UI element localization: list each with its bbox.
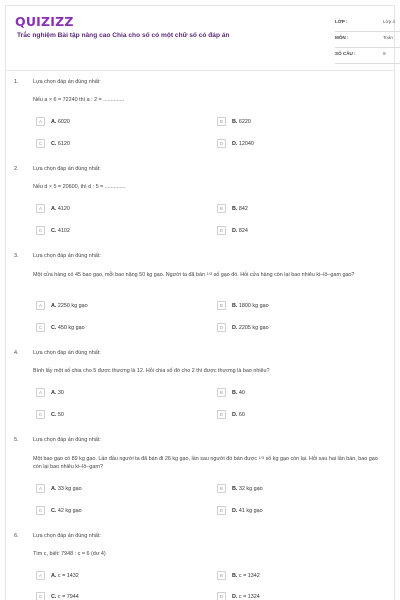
question-prompt: Lựa chọn đáp án đúng nhất: [33, 533, 101, 539]
option-label [51, 486, 82, 492]
question-number: 2. [14, 166, 19, 172]
option-label [51, 141, 70, 147]
option-letter: D. [232, 507, 238, 514]
option-label [232, 412, 245, 418]
option-letter: B. [232, 572, 238, 579]
question-text-part: Một cửa hàng có 45 bao gạo, mỗi bao nặng 50 kg gạo. Người ta đã bán [33, 272, 205, 278]
option-label [232, 206, 248, 212]
option-text: 4102 [57, 227, 70, 234]
option-letter: A. [51, 485, 57, 492]
option-box: A [36, 117, 45, 126]
option-box: D [217, 226, 226, 235]
fraction: 1/3 [258, 455, 265, 460]
option-label [51, 228, 70, 234]
meta-row-count [335, 48, 400, 64]
question-number: 4. [14, 350, 19, 356]
question-number: 1. [14, 79, 19, 85]
question-text: Bình lấy một số chia cho 5 được thương là 12. Hỏi chia số đó cho 2 thì được thương là bao nhiêu? [33, 368, 270, 374]
option-text: 40 [238, 389, 245, 396]
option-box: A [36, 301, 45, 310]
option-box: A [36, 204, 45, 213]
question-number: 3. [14, 253, 19, 259]
meta-label: MÔN : [335, 35, 349, 40]
question-text: Tìm c, biết: 7948 : c = 6 (dư 4) [33, 551, 106, 557]
option-box: D [217, 592, 226, 600]
option-label [51, 508, 82, 514]
option-label [51, 390, 64, 396]
option-letter: A. [51, 572, 57, 579]
meta-row-subject [335, 32, 400, 48]
option-box: D [217, 410, 226, 419]
option-label [51, 206, 70, 212]
meta-row-grade [335, 16, 400, 32]
option-text: 32 kg gạo [238, 485, 263, 492]
meta-label: LỚP : [335, 19, 348, 24]
option-text: c = 1432 [57, 572, 79, 579]
question-text-part: Một bao gạo có 89 kg gạo. Lần đầu người ta đã bán đi 26 kg gạo, lần sau người đó bán được [33, 456, 258, 462]
option-letter: D. [232, 324, 238, 331]
option-label [51, 119, 70, 125]
option-text: 1800 kg gạo [238, 302, 269, 309]
option-letter: C. [51, 140, 57, 147]
option-box: A [36, 388, 45, 397]
question-text-part: số kg gạo còn lại. Hỏi sau hai lần bán, bao gạo còn lại bao nhiêu ki–lô–gam? [33, 456, 378, 471]
option-text: 842 [238, 205, 248, 212]
option-text: 6220 [238, 118, 251, 125]
option-text: 4120 [57, 205, 70, 212]
question-text: Nếu d × 5 = 20600, thì d : 5 = .............. [33, 184, 126, 190]
option-text: 6020 [57, 118, 70, 125]
option-letter: C. [51, 227, 57, 234]
option-letter: A. [51, 302, 57, 309]
option-letter: B. [232, 205, 238, 212]
option-letter: B. [232, 118, 238, 125]
question-prompt: Lựa chọn đáp án đúng nhất: [33, 79, 101, 85]
option-box: B [217, 117, 226, 126]
worksheet-header [15, 14, 395, 66]
option-text: 50 [57, 411, 64, 418]
option-label [232, 508, 263, 514]
option-label [232, 119, 251, 125]
option-text: 41 kg gạo [238, 507, 263, 514]
meta-value: 9 [383, 51, 386, 56]
option-text: 42 kg gạo [57, 507, 82, 514]
fraction: 1/3 [206, 271, 213, 276]
option-box: C [36, 592, 45, 600]
option-text: c = 7944 [57, 593, 79, 600]
option-letter: B. [232, 302, 238, 309]
meta-value: Toán [383, 35, 393, 40]
option-text: c = 1324 [238, 593, 260, 600]
option-box: B [217, 301, 226, 310]
question-number: 5. [14, 437, 19, 443]
option-text: c = 1342 [238, 572, 260, 579]
option-text: 12040 [238, 140, 254, 147]
worksheet-meta [335, 16, 400, 64]
option-label [232, 228, 248, 234]
question-text-part: số gạo đó. Hỏi cửa hàng còn lại bao nhiêu ki–lô–gam gạo? [213, 272, 355, 278]
question-text: Nếu a × 6 = 72240 thì a : 2 = .............. [33, 97, 125, 103]
question-prompt: Lựa chọn đáp án đúng nhất: [33, 350, 101, 356]
option-label [232, 141, 254, 147]
option-box: D [217, 506, 226, 515]
option-letter: C. [51, 593, 57, 600]
option-letter: D. [232, 593, 238, 600]
option-letter: A. [51, 205, 57, 212]
option-text: 824 [238, 227, 248, 234]
option-box: B [217, 571, 226, 580]
option-letter: B. [232, 485, 238, 492]
option-box: B [217, 388, 226, 397]
option-text: 33 kg gạo [57, 485, 82, 492]
option-letter: D. [232, 227, 238, 234]
option-letter: D. [232, 140, 238, 147]
option-label [232, 325, 269, 331]
question-prompt: Lựa chọn đáp án đúng nhất: [33, 166, 101, 172]
question-number: 6. [14, 533, 19, 539]
option-box: A [36, 571, 45, 580]
worksheet-title: Trắc nghiệm Bài tập nâng cao Chia cho số có một chữ số có đáp án [17, 32, 230, 39]
option-label [232, 594, 260, 600]
option-label [51, 325, 85, 331]
option-label [232, 486, 263, 492]
option-label [51, 412, 64, 418]
option-box: D [217, 323, 226, 332]
header-divider [5, 70, 395, 71]
option-box: B [217, 204, 226, 213]
question-prompt: Lựa chọn đáp án đúng nhất: [33, 253, 101, 259]
option-label [232, 573, 260, 579]
option-text: 2205 kg gạo [238, 324, 269, 331]
option-box: C [36, 226, 45, 235]
option-box: C [36, 410, 45, 419]
option-letter: B. [232, 389, 238, 396]
option-letter: C. [51, 507, 57, 514]
option-box: C [36, 323, 45, 332]
option-letter: A. [51, 118, 57, 125]
question-prompt: Lựa chọn đáp án đúng nhất: [33, 437, 101, 443]
option-box: B [217, 484, 226, 493]
option-letter: A. [51, 389, 57, 396]
option-label [51, 594, 79, 600]
option-box: D [217, 139, 226, 148]
option-box: A [36, 484, 45, 493]
option-letter: C. [51, 411, 57, 418]
option-box: C [36, 506, 45, 515]
meta-value: Lớp 4 [383, 19, 395, 24]
option-label [51, 303, 88, 309]
option-text: 450 kg gạo [57, 324, 85, 331]
option-label [232, 303, 269, 309]
option-box: C [36, 139, 45, 148]
option-text: 60 [238, 411, 245, 418]
question-text [33, 270, 385, 279]
question-text [33, 454, 385, 472]
option-letter: C. [51, 324, 57, 331]
meta-label: SỐ CÂU : [335, 51, 356, 56]
option-letter: D. [232, 411, 238, 418]
option-text: 2250 kg gạo [57, 302, 88, 309]
quizizz-logo: QUIZIZZ [15, 14, 74, 29]
option-label [232, 390, 245, 396]
option-label [51, 573, 79, 579]
option-text: 6120 [57, 140, 70, 147]
option-text: 30 [57, 389, 64, 396]
